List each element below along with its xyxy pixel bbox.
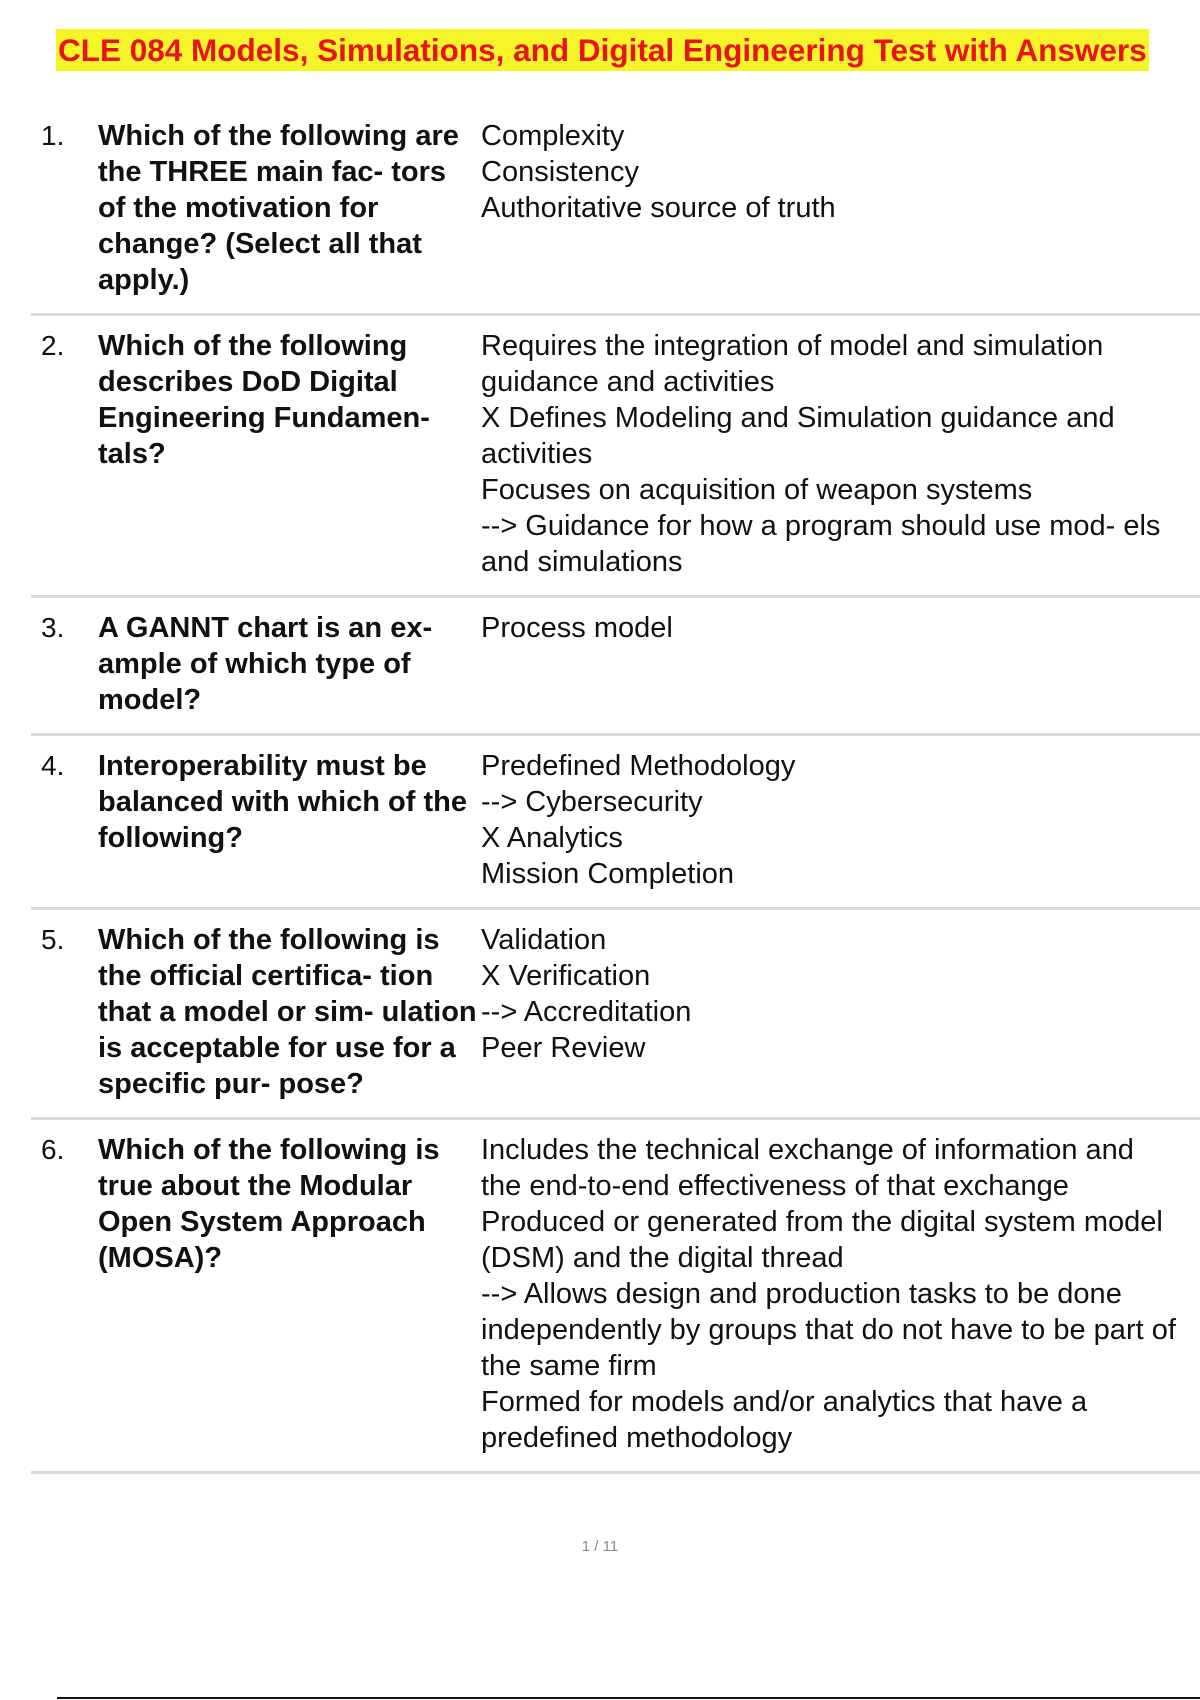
question-text: Which of the following is the official certifica- tion that a model or sim- ulation is acceptable for use for a specific pur- pose? (98, 924, 477, 1100)
answer-option: Predefined Methodology (481, 750, 796, 782)
answer-option: Mission Completion (481, 858, 735, 890)
correct-answer: --> Allows design and production tasks to be done independently by groups that do not have to be part of the same firm (481, 1278, 1176, 1382)
question-row (31, 922, 1200, 1120)
correct-answer: Process model (481, 612, 673, 644)
page-divider (57, 1697, 1200, 1699)
question-text: Which of the following are the THREE main fac- tors of the motivation for change? (Select all that apply.) (98, 120, 459, 296)
question-text: A GANNT chart is an ex- ample of which type of model? (98, 612, 433, 716)
correct-answer: --> Guidance for how a program should use mod- els and simulations (481, 510, 1161, 578)
question-row (31, 328, 1200, 598)
answer-option: Focuses on acquisition of weapon systems (481, 474, 1033, 506)
question-row (31, 748, 1200, 910)
answer-option: Formed for models and/or analytics that have a predefined methodology (481, 1386, 1088, 1454)
question-text: Which of the following describes DoD Digital Engineering Fundamen- tals? (98, 330, 430, 470)
correct-answer: --> Cybersecurity (481, 786, 703, 818)
answer-block (481, 922, 1200, 1066)
answer-block (481, 748, 1200, 892)
answer-option: X Defines Modeling and Simulation guidance and activities (481, 402, 1115, 470)
question-text: Which of the following is true about the Modular Open System Approach (MOSA)? (98, 1134, 440, 1274)
question-row (31, 610, 1200, 736)
answer-option: Produced or generated from the digital system model (DSM) and the digital thread (481, 1206, 1163, 1274)
question-text: Interoperability must be balanced with which of the following? (98, 750, 467, 854)
answer-block (481, 610, 1200, 646)
page-number: 1 / 11 (581, 1538, 619, 1555)
answer-option: Peer Review (481, 1032, 646, 1064)
answer-option: Includes the technical exchange of information and the end-to-end effectiveness of that exchange (481, 1134, 1134, 1202)
answer-option: Consistency (481, 156, 639, 188)
question-number: 1. (41, 120, 65, 151)
question-number: 5. (41, 924, 65, 955)
answer-option: X Analytics (481, 822, 623, 854)
answer-option: Requires the integration of model and simulation guidance and activities (481, 330, 1104, 398)
question-number: 3. (41, 612, 65, 643)
answer-option: X Verification (481, 960, 651, 992)
answer-option: Complexity (481, 120, 625, 152)
question-row (31, 118, 1200, 316)
document-title: CLE 084 Models, Simulations, and Digital Engineering Test with Answers (56, 29, 1149, 71)
answer-option: Authoritative source of truth (481, 192, 836, 224)
correct-answer: --> Accreditation (481, 996, 692, 1028)
question-list (31, 118, 1200, 1486)
question-number: 2. (41, 330, 65, 361)
answer-block (481, 1132, 1200, 1456)
question-number: 6. (41, 1134, 65, 1165)
question-number: 4. (41, 750, 65, 781)
answer-block (481, 328, 1200, 580)
answer-block (481, 118, 1200, 226)
answer-option: Validation (481, 924, 607, 956)
question-row (31, 1132, 1200, 1474)
